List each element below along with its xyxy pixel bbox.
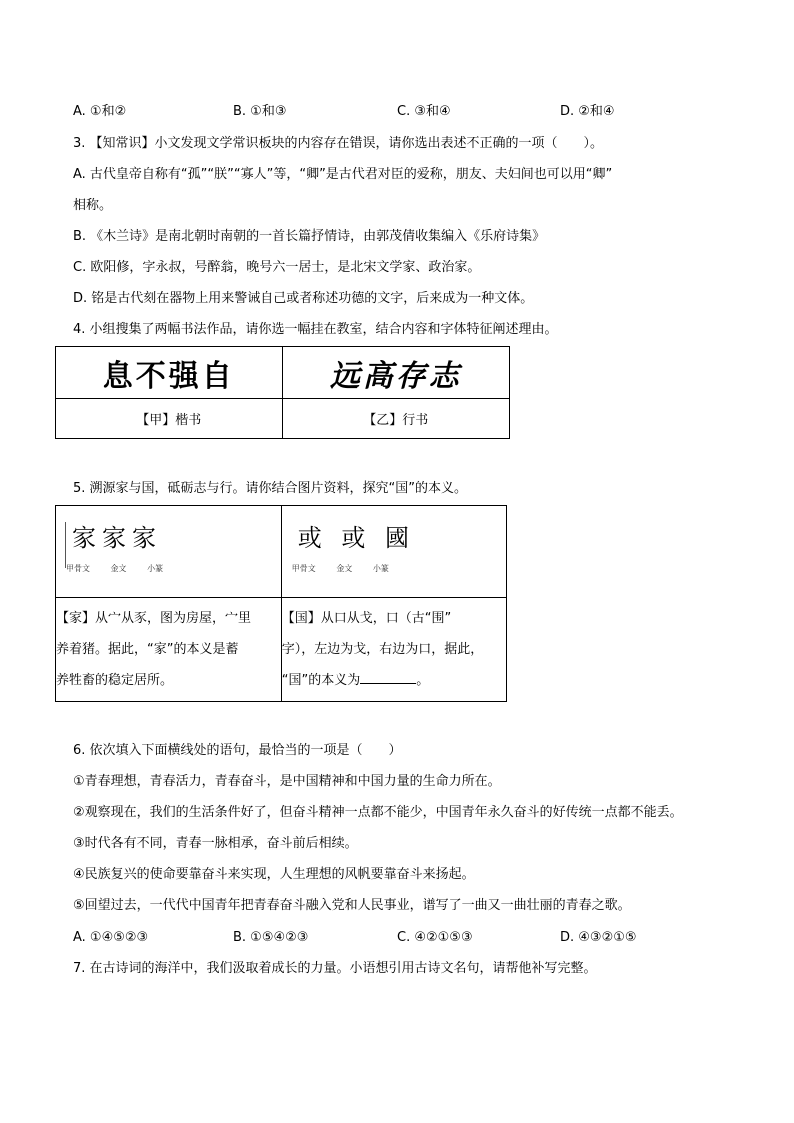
divider-line (65, 522, 66, 568)
q6-sentence-2: ②观察现在，我们的生活条件好了，但奋斗精神一点都不能少，中国青年永久奋斗的好传统一点都不能丢。 (73, 805, 683, 820)
calligraphy-jia-text: 自强不息 (102, 358, 235, 394)
q6-option-b: B. ①⑤④②③ (233, 930, 309, 945)
q2-option-b: B. ①和③ (233, 104, 287, 119)
q6-sentence-5: ⑤回望过去，一代代中国青年把青春奋斗融入党和人民事业，谱写了一曲又一曲壮丽的青春之歌。 (73, 898, 631, 913)
q6-sentence-4: ④民族复兴的使命要靠奋斗来实现，人生理想的风帆要靠奋斗来扬起。 (73, 867, 475, 882)
q6-option-a: A. ①④⑤②③ (73, 930, 149, 945)
q3-option-d: D. 铭是古代刻在器物上用来警诫自己或者称述功德的文字，后来成为一种文体。 (73, 291, 534, 306)
q3-option-b: B. 《木兰诗》是南北朝时南朝的一首长篇抒情诗，由郭茂倩收集编入《乐府诗集》 (73, 229, 546, 244)
jia-desc-line1: 【家】从宀从豕，图为房屋，宀里 (56, 611, 252, 626)
guo-script-labels: 甲骨文 金文 小篆 (291, 564, 389, 573)
q4-stem: 4. 小组搜集了两幅书法作品，请你选一幅挂在教室，结合内容和字体特征阐述理由。 (73, 322, 558, 337)
q2-option-a: A. ①和② (73, 104, 127, 119)
q6-sentence-3: ③时代各有不同，青春一脉相承，奋斗前后相续。 (73, 836, 358, 851)
calligraphy-jia-caption: 【甲】楷书 (56, 399, 283, 439)
q6-option-d: D. ④③②①⑤ (560, 930, 637, 945)
q3-stem: 3. 【知常识】小文发现文学常识板块的内容存在错误，请你选出表述不正确的一项（ ）。 (73, 136, 604, 151)
q5-stem: 5. 溯源家与国，砥砺志与行。请你结合图片资料，探究“国”的本义。 (73, 481, 468, 496)
jia-script-labels: 甲骨文 金文 小篆 (66, 564, 164, 573)
calligraphy-yi-caption: 【乙】行书 (282, 399, 510, 439)
guo-desc-end: 。 (416, 673, 430, 688)
etymology-table (55, 505, 507, 702)
calligraphy-jia-image (56, 347, 283, 399)
q7-stem: 7. 在古诗词的海洋中，我们汲取着成长的力量。小语想引用古诗文名句，请帮他补写完整。 (73, 961, 597, 976)
answer-blank[interactable] (360, 671, 416, 684)
q2-option-d: D. ②和④ (560, 104, 615, 119)
q6-option-c: C. ④②①⑤③ (397, 930, 473, 945)
q3-option-a-line1: A. 古代皇帝自称有“孤”“朕”“寡人”等，“卿”是古代君对臣的爱称，朋友、夫妇间也可以用“卿” (73, 167, 613, 182)
jia-glyph-cell (56, 506, 282, 598)
q6-sentence-1: ①青春理想，青春活力，青春奋斗，是中国精神和中国力量的生命力所在。 (73, 774, 501, 789)
jia-ancient-glyphs: 家家家 (72, 524, 162, 552)
guo-ancient-glyphs: 或 或 國 (297, 524, 416, 552)
q3-option-a-line2: 相称。 (73, 198, 113, 213)
guo-description (281, 598, 506, 702)
jia-desc-line3: 养牲畜的稳定居所。 (56, 673, 174, 688)
q6-stem: 6. 依次填入下面横线处的语句，最恰当的一项是（ ） (73, 743, 402, 758)
guo-desc-line1: 【国】从口从戈，口（古“围” (281, 611, 452, 626)
jia-description (56, 598, 282, 702)
q2-option-c: C. ③和④ (397, 104, 451, 119)
guo-desc-line2: 字），左边为戈，右边为口，据此， (281, 642, 484, 657)
guo-desc-line3: “国”的本义为 (281, 673, 361, 688)
guo-glyph-cell (281, 506, 506, 598)
jia-desc-line2: 养着猪。据此，“家”的本义是蓄 (56, 642, 239, 657)
calligraphy-yi-text: 志存高远 (329, 358, 462, 394)
calligraphy-table (55, 346, 510, 439)
q3-option-c: C. 欧阳修，字永叔，号醉翁，晚号六一居士，是北宋文学家、政治家。 (73, 260, 481, 275)
calligraphy-yi-image (282, 347, 510, 399)
